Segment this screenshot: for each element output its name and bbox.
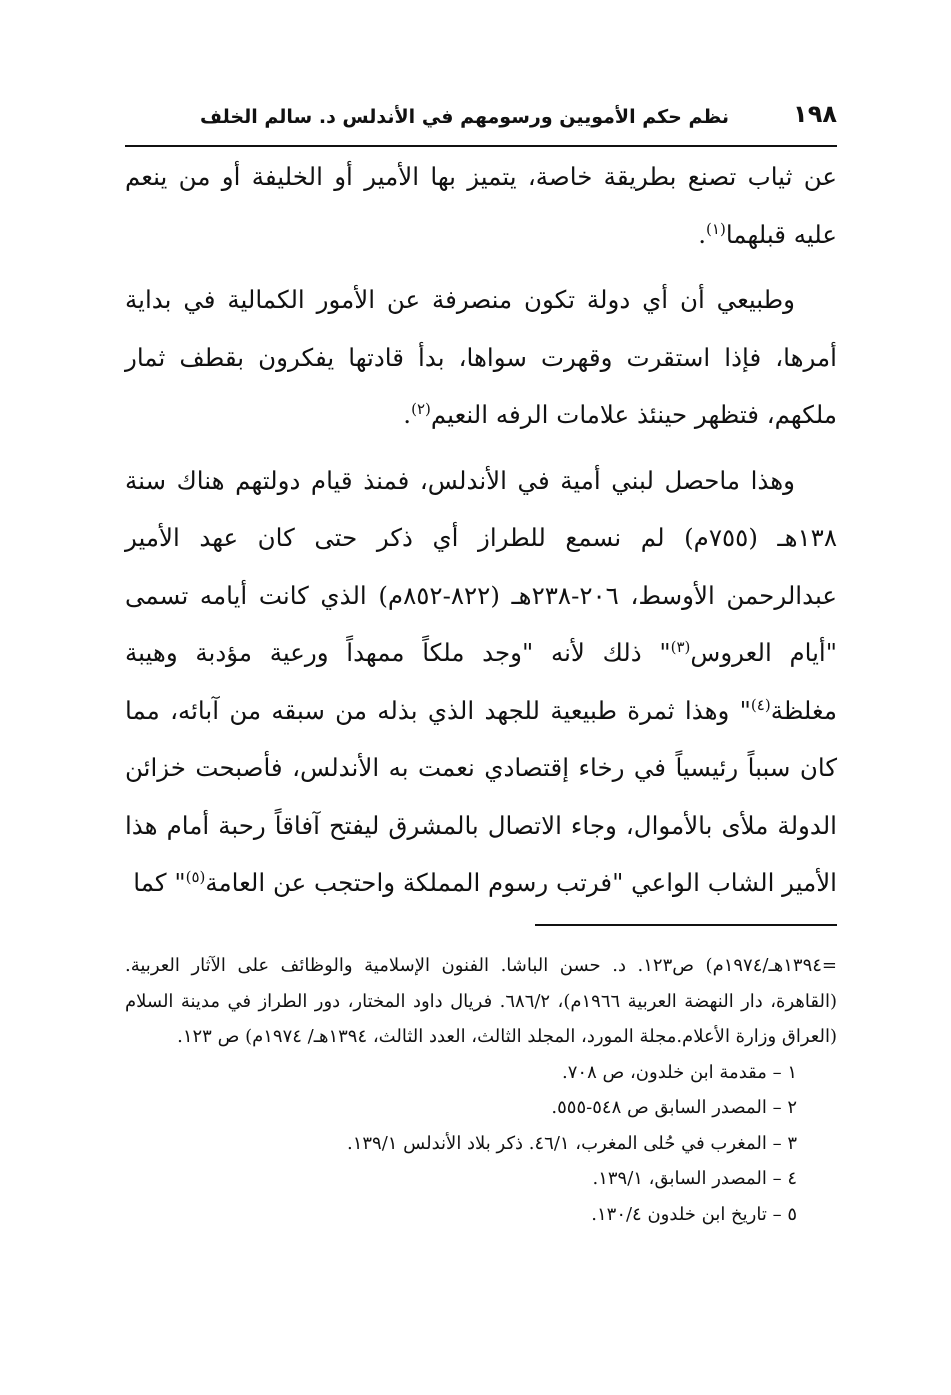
paragraph-2-end: . [403, 400, 412, 429]
running-title: نظم حكم الأمويين ورسومهم في الأندلس د. سالم الخلف [200, 106, 729, 128]
footnote-ref-2: (٢) [411, 399, 431, 418]
footnote-item: ٣ – المغرب في حُلى المغرب، ٤٦/١. ذكر بلاد الأندلس ١٣٩/١. [346, 1132, 797, 1154]
main-text [125, 148, 837, 920]
paragraph-2-text: وطبيعي أن أي دولة تكون منصرفة عن الأمور الكمالية في بداية أمرها، فإذا استقرت وقهرت سواها، بدأ قادتها يفكرون بقطف ثمار ملكهم، فتظهر حينئذ علامات الرفه النعيم [125, 285, 837, 429]
footnote-item: ٥ – تاريخ ابن خلدون ١٣٠/٤. [591, 1203, 797, 1225]
paragraph-3-part-3: " وهذا ثمرة طبيعية للجهد الذي بذله من سبقه من آبائه، مما كان سبباً رئيسياً في رخاء إقتصادي نعمت به الأندلس، فأصبحت خزائن الدولة ملأى بالأموال، وجاء الاتصال بالمشرق ليفتح آفاقاً رحبة أمام هذا الأمير الشاب الواعي "فرتب رسوم المملكة واحتجب عن العامة [125, 695, 837, 897]
footnote-ref-4: (٤) [750, 695, 771, 714]
paragraph-3-part-2: " ذلك لأنه "وجد ملكاً ممهداً ورعية مؤدبة وهيبة مغلظة [125, 638, 837, 725]
header-divider [125, 145, 837, 147]
footnote-ref-3: (٣) [670, 637, 691, 656]
paragraph-2 [125, 271, 837, 444]
footnote-item: ٢ – المصدر السابق ص ٥٤٨-٥٥٥. [551, 1097, 797, 1118]
page-number: ١٩٨ [793, 100, 837, 128]
footnote-item: ١ – مقدمة ابن خلدون، ص ٧٠٨. [562, 1061, 797, 1083]
footnote-list [125, 1055, 837, 1233]
footnote-divider [535, 924, 837, 926]
paragraph-1 [125, 148, 837, 263]
page-header [125, 92, 837, 128]
footnote-ref-5: (٥) [185, 867, 206, 886]
paragraph-1-text: عن ثياب تصنع بطريقة خاصة، يتميز بها الأمير أو الخليفة أو من ينعم عليه قبلهما [125, 162, 837, 249]
paragraph-3 [125, 452, 837, 912]
footnotes [125, 948, 837, 1232]
paragraph-1-end: . [698, 219, 707, 249]
footnote-continuation: =١٣٩٤هـ/١٩٧٤م) ص١٢٣. د. حسن الباشا. الفنون الإسلامية والوظائف على الآثار العربية. (القاهرة، دار النهضة العربية ١٩٦٦م)، ٦٨٦/٢. فريال داود المختار، دور الطراز في مدينة السلام (العراق وزارة الأعلام.مجلة المورد، المجلد الثالث، العدد الثالث، ١٣٩٤هـ/ ١٩٧٤م) ص ١٢٣. [125, 955, 838, 1047]
footnote-ref-1: (١) [706, 219, 726, 238]
footnote-item: ٤ – المصدر السابق، ١٣٩/١. [592, 1168, 797, 1189]
paragraph-3-part-1: وهذا ماحصل لبني أمية في الأندلس، فمنذ قيام دولتهم هناك سنة ١٣٨هـ (٧٥٥م) لم نسمع للطراز أي ذكر حتى كان عهد الأمير عبدالرحمن الأوسط، ٢٠٦-٢٣٨هـ (٨٢٢-٨٥٢م) الذي كانت أيامه تسمى "أيام العروس [125, 465, 837, 667]
paragraph-3-part-4: " كما [133, 868, 186, 897]
